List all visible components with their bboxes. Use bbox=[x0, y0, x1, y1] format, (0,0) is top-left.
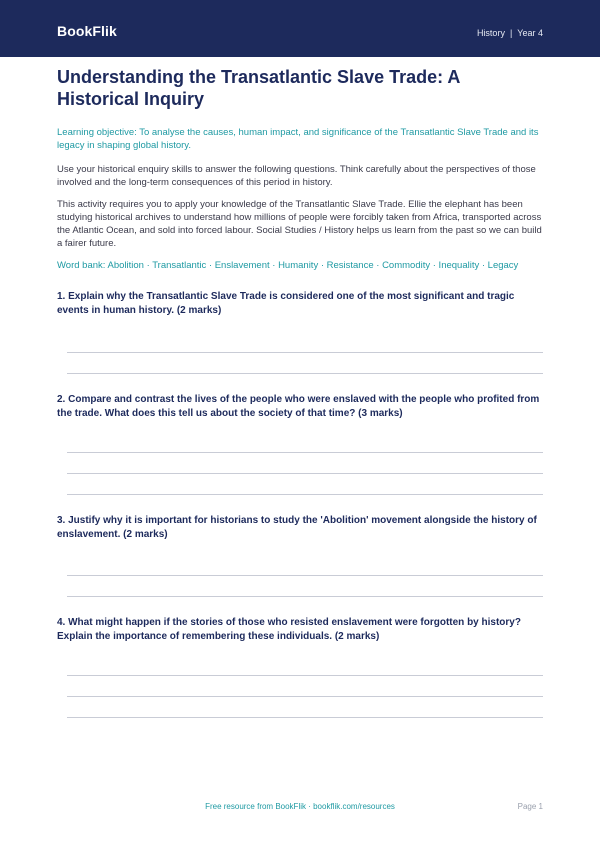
brand-logo: BookFlik bbox=[57, 23, 117, 39]
header-bar bbox=[0, 0, 600, 57]
question-1: 1. Explain why the Transatlantic Slave Trade is considered one of the most significant and tragic events in human history. (2 marks) bbox=[57, 291, 515, 316]
answer-line[interactable] bbox=[67, 596, 543, 597]
page-number: Page 1 bbox=[517, 802, 543, 811]
page-title: Understanding the Transatlantic Slave Trade: A Historical Inquiry bbox=[57, 67, 460, 109]
page-footer bbox=[0, 802, 600, 816]
answer-line[interactable] bbox=[67, 473, 543, 474]
answer-line[interactable] bbox=[67, 352, 543, 353]
subject-label: History bbox=[476, 28, 505, 38]
word-bank: Word bank: Abolition · Transatlantic · Enslavement · Humanity · Resistance · Commodity · Inequality · Legacy bbox=[57, 260, 519, 271]
answer-area-1[interactable] bbox=[67, 352, 543, 374]
question-4: 4. What might happen if the stories of those who resisted enslavement were forgotten by history? Explain the importance of remembering these individuals. (2 marks) bbox=[57, 617, 521, 642]
worksheet-content bbox=[57, 66, 543, 718]
answer-area-3[interactable] bbox=[67, 575, 543, 597]
intro-paragraph: Use your historical enquiry skills to answer the following questions. Think carefully about the perspectives of those involved and the long-term consequences of this period in history. bbox=[57, 164, 536, 188]
answer-line[interactable] bbox=[67, 717, 543, 718]
question-2: 2. Compare and contrast the lives of the people who were enslaved with the people who profited from the trade. What does this tell us about the society of that time? (3 marks) bbox=[57, 394, 540, 419]
answer-area-2[interactable] bbox=[67, 452, 543, 495]
learning-objective: Learning objective: To analyse the causes, human impact, and significance of the Transatlantic Slave Trade and its legacy in shaping global history. bbox=[57, 127, 539, 151]
year-label: Year 4 bbox=[517, 28, 543, 38]
meta-separator: | bbox=[509, 28, 513, 38]
header-meta bbox=[477, 28, 543, 38]
answer-line[interactable] bbox=[67, 675, 543, 676]
answer-area-4[interactable] bbox=[67, 675, 543, 718]
answer-line[interactable] bbox=[67, 696, 543, 697]
footer-link[interactable]: Free resource from BookFlik · bookflik.com/resources bbox=[205, 802, 395, 811]
answer-line[interactable] bbox=[67, 373, 543, 374]
answer-line[interactable] bbox=[67, 452, 543, 453]
answer-line[interactable] bbox=[67, 575, 543, 576]
question-3: 3. Justify why it is important for historians to study the 'Abolition' movement alongside the history of enslavement. (2 marks) bbox=[57, 515, 537, 540]
context-paragraph: This activity requires you to apply your knowledge of the Transatlantic Slave Trade. Ellie the elephant has been studying historical archives to understand how millions of people were forcibly taken from Africa, transported across the Atlantic Ocean, and sold into forced labour. Social Studies / History helps us learn from the past so we can build a fairer future. bbox=[57, 199, 542, 249]
answer-line[interactable] bbox=[67, 494, 543, 495]
